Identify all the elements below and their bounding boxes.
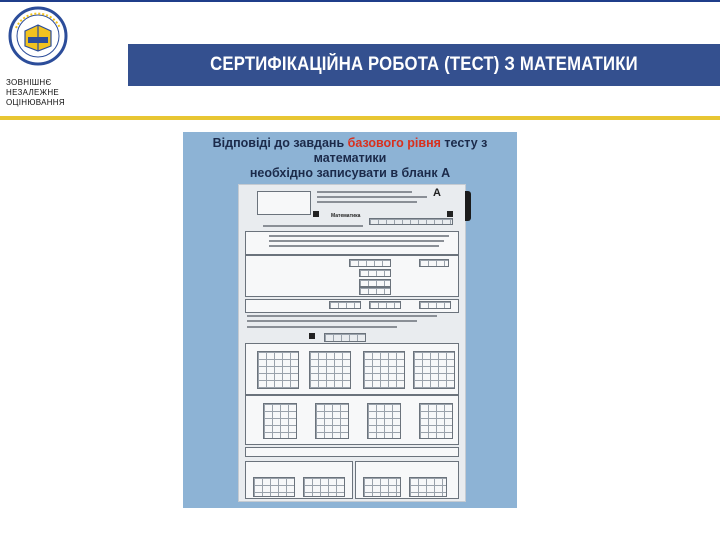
accent-rule [0,116,720,120]
title-banner [128,44,720,86]
sheet-edge-tab [465,191,471,221]
slide-title [183,136,517,181]
org-line-1: ЗОВНІШНЄ [6,78,52,87]
title-line-2: необхідно записувати в бланк А [249,166,451,180]
code-grid [369,218,453,225]
banner-title: СЕРТИФІКАЦІЙНА РОБОТА (ТЕСТ) З МАТЕМАТИКИ [210,54,638,75]
answer-sheet-image [238,184,466,502]
title-part-2: тесту з математики [313,136,488,165]
corner-marker [313,211,319,217]
title-part-1: Відповіді до завдань [212,136,348,150]
subject-label: Математика [331,213,361,219]
corner-marker [447,211,453,217]
org-line-2: НЕЗАЛЕЖНЕ [6,88,60,97]
organization-name [6,78,65,108]
ukrainian-center-logo [8,6,68,66]
form-letter: А [433,187,441,199]
slide-panel [183,132,517,508]
title-highlight: базового рівня [347,136,441,150]
org-line-3: ОЦІНЮВАННЯ [6,98,65,107]
sheet-id-box [257,191,311,215]
top-rule [0,0,720,2]
